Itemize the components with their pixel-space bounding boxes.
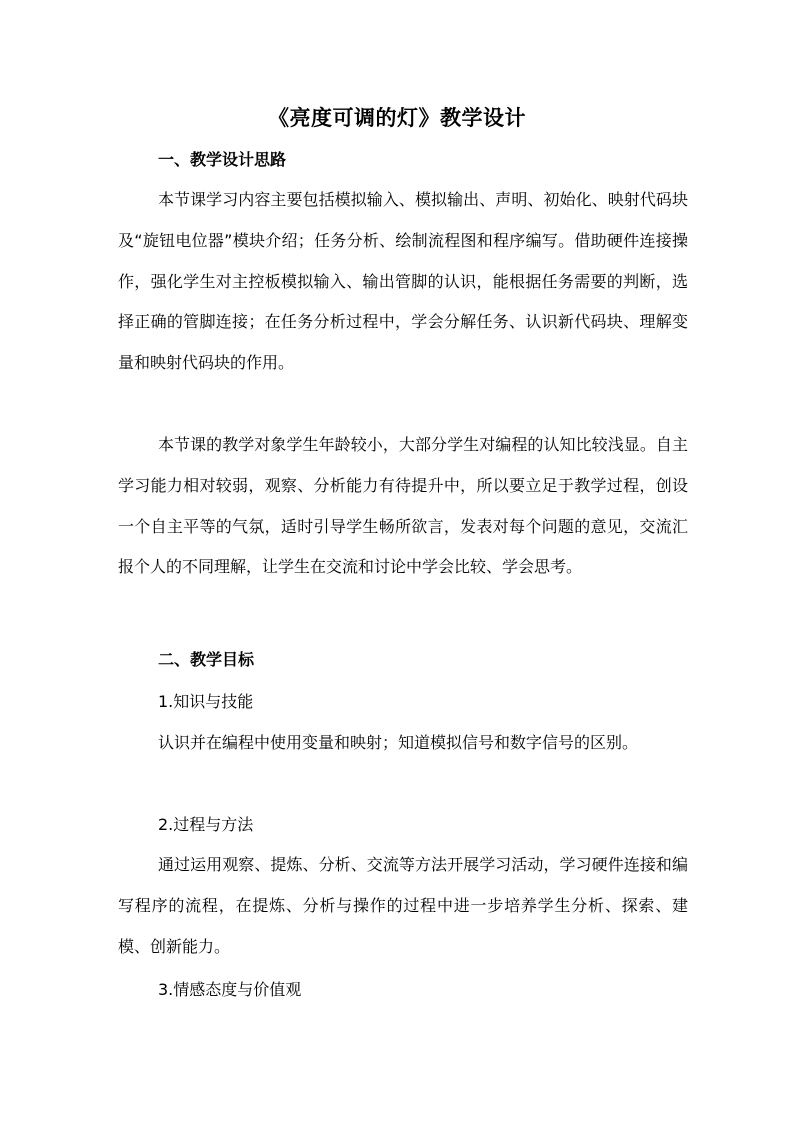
objective-text-process-method: 通过运用观察、提炼、分析、交流等方法开展学习活动，学习硬件连接和编写程序的流程，在提炼、分析与操作的过程中进一步培养学生分析、探索、建模、创新能力。 bbox=[118, 855, 688, 956]
objective-label-process-method: 2.过程与方法 bbox=[158, 815, 254, 834]
section-heading-design-idea: 一、教学设计思路 bbox=[158, 150, 287, 169]
objective-text-knowledge-skills: 认识并在编程中使用变量和映射；知道模拟信号和数字信号的区别。 bbox=[158, 733, 639, 752]
objective-label-attitude-values: 3.情感态度与价值观 bbox=[158, 980, 302, 999]
paragraph-student-analysis: 本节课的教学对象学生年龄较小，大部分学生对编程的认知比较浅显。自主学习能力相对较弱，观察、分析能力有待提升中，所以要立足于教学过程，创设一个自主平等的气氛，适时引导学生畅所欲言，发表对每个问题的意见，交流汇报个人的不同理解，让学生在交流和讨论中学会比较、学会思考。 bbox=[118, 435, 688, 577]
objective-label-knowledge-skills: 1.知识与技能 bbox=[158, 692, 254, 711]
paragraph-content-overview: 本节课学习内容主要包括模拟输入、模拟输出、声明、初始化、映射代码块及“旋钮电位器”模块介绍；任务分析、绘制流程图和程序编写。借助硬件连接操作，强化学生对主控板模拟输入、输出管脚的认识，能根据任务需要的判断，选择正确的管脚连接；在任务分析过程中，学会分解任务、认识新代码块、理解变量和映射代码块的作用。 bbox=[118, 190, 688, 373]
document-title: 《亮度可调的灯》教学设计 bbox=[268, 106, 526, 130]
section-heading-objectives: 二、教学目标 bbox=[158, 650, 255, 669]
